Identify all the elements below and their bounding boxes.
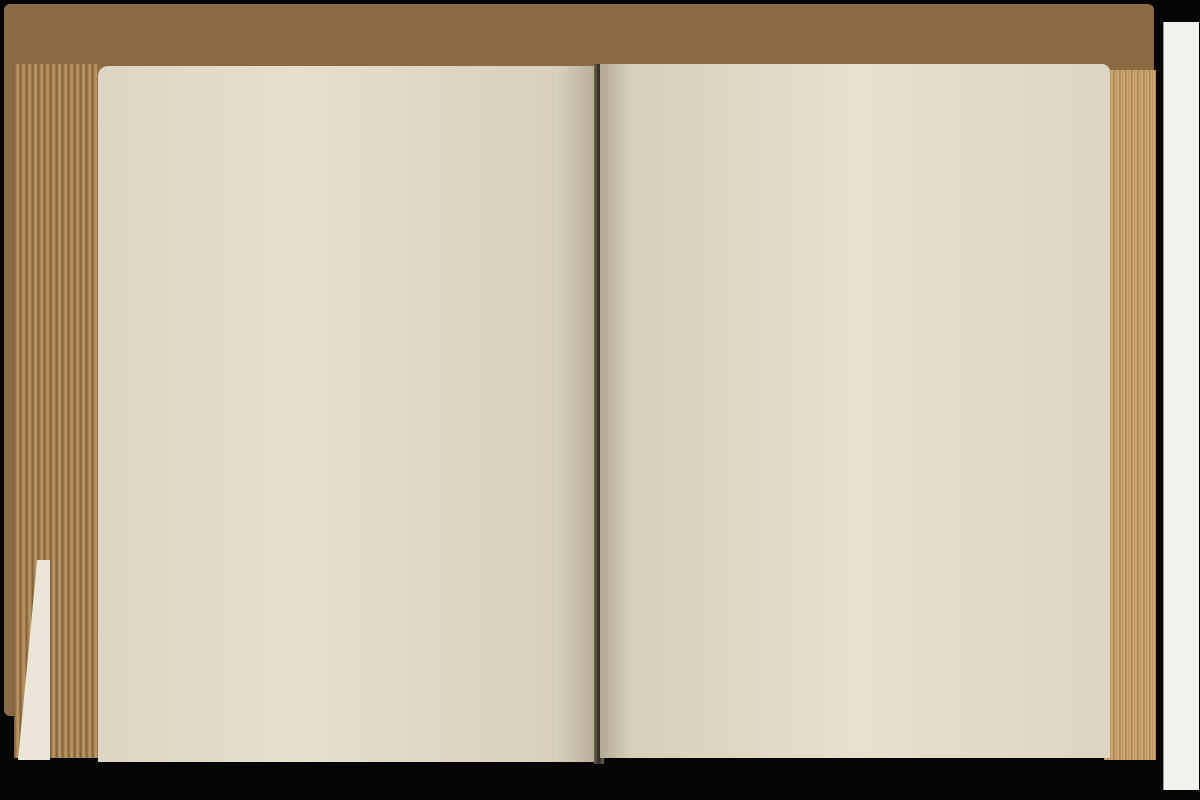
left-page-edges [14,64,100,758]
right-page-edges [1104,70,1156,760]
left-page [98,66,596,762]
measuring-ruler [1163,22,1199,790]
right-page [600,64,1110,758]
